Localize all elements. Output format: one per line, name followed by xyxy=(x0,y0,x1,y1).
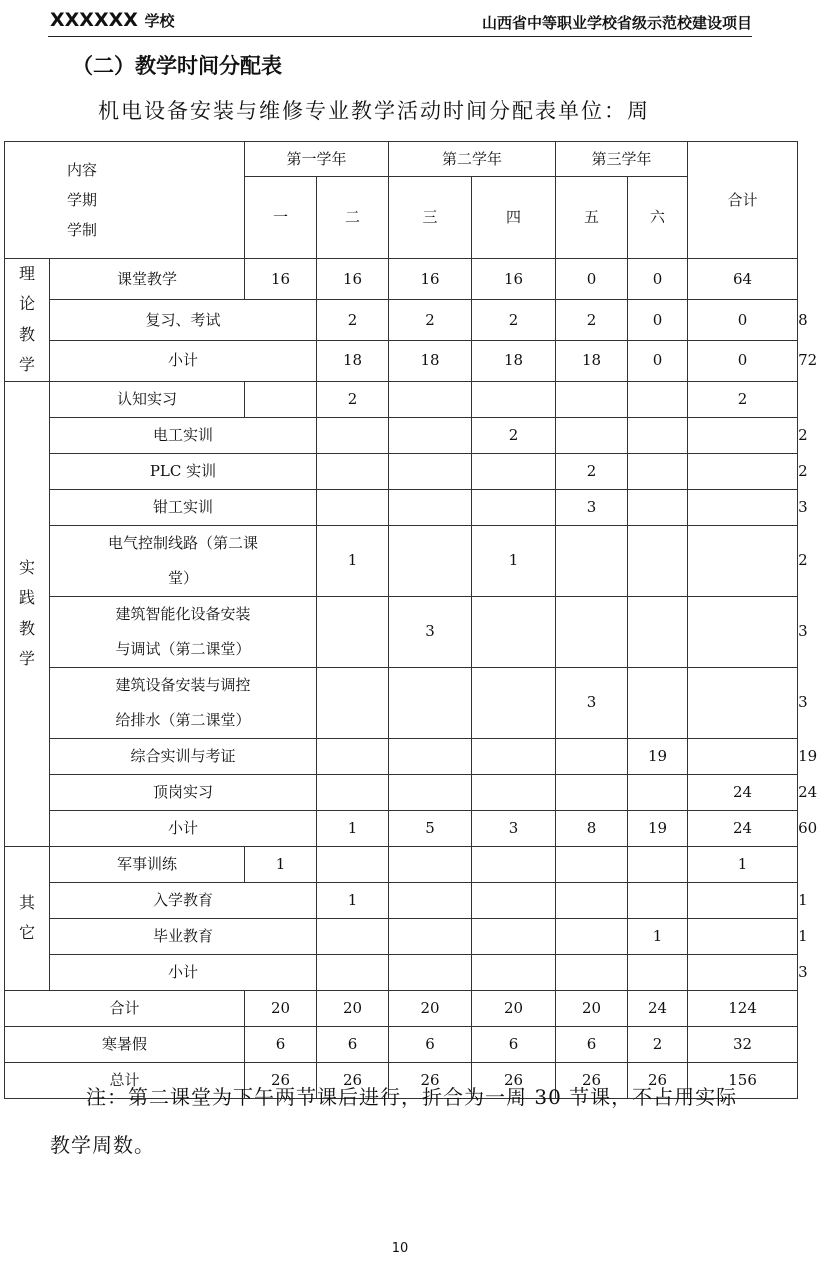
term-value: 19 xyxy=(628,810,688,846)
row-label: 军事训练 xyxy=(50,846,245,882)
term-header: 五 xyxy=(556,177,628,259)
term-value: 0 xyxy=(688,299,798,340)
term-value xyxy=(317,954,389,990)
term-value: 0 xyxy=(628,259,688,300)
term-value xyxy=(389,667,472,738)
row-label xyxy=(50,525,317,596)
term-value xyxy=(389,417,472,453)
term-value xyxy=(317,489,389,525)
term-value xyxy=(389,882,472,918)
term-value xyxy=(628,882,688,918)
term-value xyxy=(389,954,472,990)
schedule-body xyxy=(5,142,817,1099)
term-value xyxy=(389,774,472,810)
term-value xyxy=(556,596,628,667)
term-value: 16 xyxy=(389,259,472,300)
term-value xyxy=(317,918,389,954)
table-row: 电工实训 2 2 xyxy=(5,417,798,453)
term-value xyxy=(472,918,556,954)
total-header: 合计 xyxy=(688,142,798,259)
table-row: 综合实训与考证 19 19 xyxy=(5,738,798,774)
term-value: 2 xyxy=(317,299,389,340)
term-value: 6 xyxy=(472,1026,556,1062)
term-value xyxy=(389,846,472,882)
term-value: 0 xyxy=(556,259,628,300)
group-label-char: 学 xyxy=(18,355,35,375)
table-row xyxy=(5,259,798,300)
term-value: 26 xyxy=(389,1062,472,1098)
group-label-char: 教 xyxy=(18,324,35,344)
row-label: 钳工实训 xyxy=(50,489,317,525)
table-caption: 机电设备安装与维修专业教学活动时间分配表单位：周 xyxy=(98,99,650,123)
row-total: 2 xyxy=(688,381,798,417)
term-value: 16 xyxy=(245,259,317,300)
table-row: 入学教育 1 1 xyxy=(5,882,798,918)
term-value xyxy=(389,918,472,954)
group-label-char: 践 xyxy=(18,588,35,608)
term-value xyxy=(472,489,556,525)
term-value: 3 xyxy=(556,667,628,738)
term-value: 2 xyxy=(389,299,472,340)
row-label: 毕业教育 xyxy=(50,918,317,954)
row-label-line: 堂） xyxy=(168,568,199,587)
group-label-theory xyxy=(5,259,50,382)
group-label-char: 学 xyxy=(18,648,35,668)
term-value: 6 xyxy=(317,1026,389,1062)
table-row: 小计 3 xyxy=(5,954,798,990)
term-value: 6 xyxy=(245,1026,317,1062)
term-value xyxy=(628,525,688,596)
term-value: 24 xyxy=(688,810,798,846)
term-value xyxy=(556,738,628,774)
term-value xyxy=(245,381,317,417)
term-value: 1 xyxy=(628,918,688,954)
schedule-table xyxy=(4,141,817,1099)
term-value: 1 xyxy=(317,810,389,846)
term-value: 24 xyxy=(688,774,798,810)
year-header-1: 第一学年 xyxy=(245,142,389,177)
summary-row xyxy=(5,1026,798,1062)
term-value: 2 xyxy=(472,417,556,453)
row-label: PLC 实训 xyxy=(50,453,317,489)
term-value xyxy=(556,954,628,990)
group-label-char: 实 xyxy=(18,557,35,577)
term-value: 1 xyxy=(472,525,556,596)
table-row: 复习、考试 2 2 2 2 0 0 8 xyxy=(5,299,798,340)
term-value: 26 xyxy=(245,1062,317,1098)
term-value: 16 xyxy=(472,259,556,300)
term-value xyxy=(472,882,556,918)
term-value: 20 xyxy=(317,990,389,1026)
footnote: 注：第二课堂为下午两节课后进行，折合为一周 30 节课，不占用实际教学周数。 xyxy=(50,1085,738,1157)
term-value xyxy=(688,596,798,667)
term-header: 六 xyxy=(628,177,688,259)
term-value: 20 xyxy=(472,990,556,1026)
table-row xyxy=(5,846,798,882)
header-school xyxy=(50,9,175,31)
table-row: 电气控制线路（第二课 堂） 1 1 2 xyxy=(5,525,798,596)
row-total: 1 xyxy=(688,846,798,882)
term-value xyxy=(688,489,798,525)
term-value xyxy=(628,489,688,525)
corner-label-system: 学制 xyxy=(67,221,98,239)
table-row: 钳工实训 3 3 xyxy=(5,489,798,525)
row-total: 64 xyxy=(688,259,798,300)
term-value: 2 xyxy=(472,299,556,340)
term-value: 20 xyxy=(556,990,628,1026)
table-row xyxy=(5,381,798,417)
term-value xyxy=(472,453,556,489)
row-label xyxy=(50,667,317,738)
row-label xyxy=(50,596,317,667)
term-header: 四 xyxy=(472,177,556,259)
term-value xyxy=(628,667,688,738)
table-row: 建筑智能化设备安装 与调试（第二课堂） 3 3 xyxy=(5,596,798,667)
term-value xyxy=(317,774,389,810)
term-value xyxy=(472,774,556,810)
term-value xyxy=(472,954,556,990)
section-title: （二）教学时间分配表 xyxy=(72,54,282,78)
term-value xyxy=(688,667,798,738)
term-value: 6 xyxy=(389,1026,472,1062)
term-value: 1 xyxy=(317,525,389,596)
corner-label-content: 内容 xyxy=(67,161,98,179)
row-label-line: 建筑设备安装与调控 xyxy=(115,675,251,694)
term-value: 2 xyxy=(628,1026,688,1062)
term-value xyxy=(472,596,556,667)
term-header: 一 xyxy=(245,177,317,259)
row-label-line: 与调试（第二课堂） xyxy=(115,639,251,658)
row-total: 156 xyxy=(688,1062,798,1098)
row-label: 小计 xyxy=(50,954,317,990)
header-project: 山西省中等职业学校省级示范校建设项目 xyxy=(481,14,752,32)
row-label: 合计 xyxy=(5,990,245,1026)
corner-label-term: 学期 xyxy=(67,191,98,209)
term-value xyxy=(472,738,556,774)
term-value xyxy=(389,381,472,417)
group-label-practice xyxy=(5,381,50,846)
term-value xyxy=(688,417,798,453)
term-value xyxy=(472,846,556,882)
header-divider xyxy=(48,36,752,37)
term-value: 2 xyxy=(556,299,628,340)
term-value: 0 xyxy=(628,299,688,340)
term-value xyxy=(688,954,798,990)
term-value xyxy=(628,774,688,810)
term-value xyxy=(688,918,798,954)
term-value xyxy=(688,738,798,774)
term-value xyxy=(556,381,628,417)
row-label: 入学教育 xyxy=(50,882,317,918)
row-total: 124 xyxy=(688,990,798,1026)
term-value xyxy=(556,774,628,810)
term-value xyxy=(688,525,798,596)
summary-row xyxy=(5,990,798,1026)
group-label-other xyxy=(5,846,50,990)
term-value: 20 xyxy=(389,990,472,1026)
row-label: 综合实训与考证 xyxy=(50,738,317,774)
term-value: 0 xyxy=(628,340,688,381)
term-value xyxy=(628,596,688,667)
row-label: 电工实训 xyxy=(50,417,317,453)
corner-cell xyxy=(5,142,245,259)
term-value: 3 xyxy=(556,489,628,525)
group-label-char: 其 xyxy=(18,892,35,912)
term-value xyxy=(628,381,688,417)
term-value xyxy=(472,667,556,738)
term-value: 3 xyxy=(472,810,556,846)
year-header-2: 第二学年 xyxy=(389,142,556,177)
term-value xyxy=(389,525,472,596)
row-label-line: 给排水（第二课堂） xyxy=(115,710,251,729)
term-value: 19 xyxy=(628,738,688,774)
row-label-line: 建筑智能化设备安装 xyxy=(115,604,251,623)
term-value xyxy=(389,489,472,525)
table-row: PLC 实训 2 2 xyxy=(5,453,798,489)
row-label-line: 电气控制线路（第二课 xyxy=(108,533,259,552)
term-value: 2 xyxy=(556,453,628,489)
term-value xyxy=(556,525,628,596)
term-value xyxy=(472,381,556,417)
term-value: 26 xyxy=(317,1062,389,1098)
term-value: 26 xyxy=(556,1062,628,1098)
term-value: 18 xyxy=(556,340,628,381)
term-value xyxy=(556,918,628,954)
group-label-char: 论 xyxy=(18,294,35,314)
table-row: 毕业教育 1 1 xyxy=(5,918,798,954)
term-value: 18 xyxy=(317,340,389,381)
school-code: XXXXXX xyxy=(50,9,138,31)
term-value xyxy=(556,846,628,882)
term-value xyxy=(628,846,688,882)
term-value: 20 xyxy=(245,990,317,1026)
group-label-char: 理 xyxy=(18,264,35,283)
table-row: 小计 1 5 3 8 19 24 60 xyxy=(5,810,798,846)
term-value xyxy=(688,453,798,489)
term-value: 26 xyxy=(628,1062,688,1098)
row-label: 总计 xyxy=(5,1062,245,1098)
term-value: 18 xyxy=(389,340,472,381)
page-number: 10 xyxy=(391,1241,409,1256)
group-label-char: 它 xyxy=(18,923,35,943)
school-word: 学校 xyxy=(144,12,175,30)
group-label-char: 教 xyxy=(18,618,35,638)
term-value xyxy=(317,417,389,453)
term-value xyxy=(556,417,628,453)
term-value xyxy=(628,453,688,489)
term-value xyxy=(688,882,798,918)
term-value xyxy=(317,667,389,738)
term-value: 0 xyxy=(688,340,798,381)
term-value xyxy=(317,738,389,774)
term-value: 26 xyxy=(472,1062,556,1098)
term-value: 1 xyxy=(245,846,317,882)
row-label: 小计 xyxy=(50,340,317,381)
row-label: 顶岗实习 xyxy=(50,774,317,810)
term-value xyxy=(389,738,472,774)
term-value: 2 xyxy=(317,381,389,417)
row-label: 认知实习 xyxy=(50,381,245,417)
row-label: 复习、考试 xyxy=(50,299,317,340)
term-value: 18 xyxy=(472,340,556,381)
term-value: 5 xyxy=(389,810,472,846)
term-value xyxy=(317,453,389,489)
term-value xyxy=(317,596,389,667)
term-value xyxy=(556,882,628,918)
term-value xyxy=(628,417,688,453)
term-header: 二 xyxy=(317,177,389,259)
term-value: 3 xyxy=(389,596,472,667)
table-row: 顶岗实习 24 24 xyxy=(5,774,798,810)
row-total: 32 xyxy=(688,1026,798,1062)
term-value xyxy=(628,954,688,990)
term-value: 16 xyxy=(317,259,389,300)
term-value xyxy=(317,846,389,882)
row-label: 课堂教学 xyxy=(50,259,245,300)
year-header-3: 第三学年 xyxy=(556,142,688,177)
table-row: 建筑设备安装与调控 给排水（第二课堂） 3 3 xyxy=(5,667,798,738)
term-value: 6 xyxy=(556,1026,628,1062)
term-value: 1 xyxy=(317,882,389,918)
row-label: 寒暑假 xyxy=(5,1026,245,1062)
term-value: 24 xyxy=(628,990,688,1026)
row-label: 小计 xyxy=(50,810,317,846)
table-row: 小计 18 18 18 18 0 0 72 xyxy=(5,340,798,381)
header-row-years xyxy=(5,142,798,177)
term-value: 8 xyxy=(556,810,628,846)
term-header: 三 xyxy=(389,177,472,259)
term-value xyxy=(389,453,472,489)
